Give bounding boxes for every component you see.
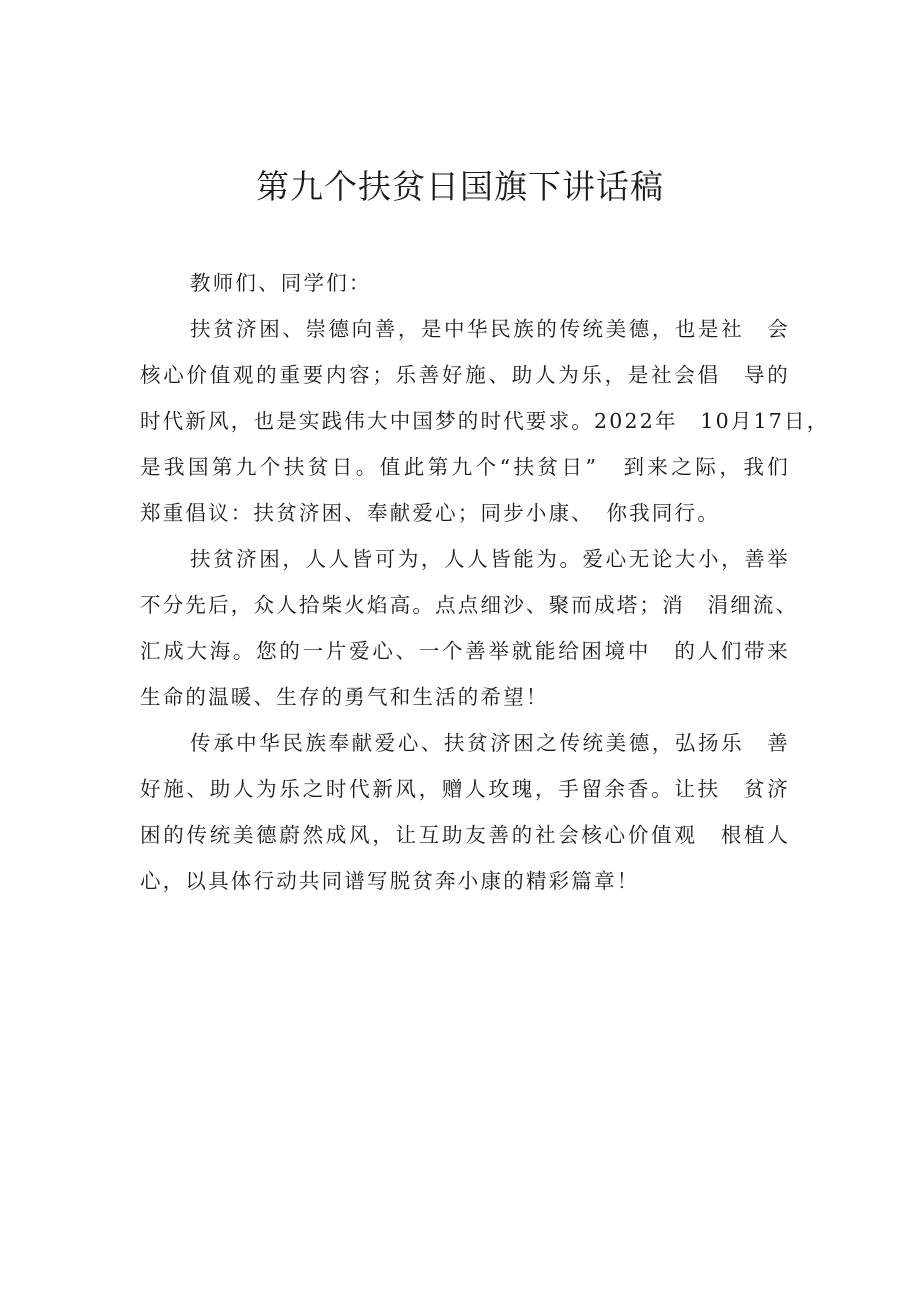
document-body	[140, 260, 830, 904]
paragraph-2-line-2: 不分先后，众人拾柴火焰高。点点细沙、聚而成塔；消 涓细流、	[140, 593, 799, 617]
paragraph-1-line-4: 是我国第九个扶贫日。值此第九个“扶贫日” 到来之际，我们	[140, 455, 790, 479]
paragraph-1-line-5: 郑重倡议：扶贫济困、奉献爱心；同步小康、 你我同行。	[140, 501, 720, 525]
paragraph-1-line-3: 时代新风，也是实践伟大中国梦的时代要求。2022年 10月17日，	[140, 409, 830, 433]
paragraph-3-line-4: 心，以具体行动共同谱写脱贫奔小康的精彩篇章！	[140, 869, 640, 893]
paragraph-2-line-1: 扶贫济困，人人皆可为，人人皆能为。爱心无论大小，善举	[190, 547, 790, 571]
paragraph-2-line-4: 生命的温暖、生存的勇气和生活的希望！	[140, 685, 549, 709]
paragraph-1-line-1: 扶贫济困、崇德向善，是中华民族的传统美德，也是社 会	[190, 317, 790, 341]
paragraph-3-line-1: 传承中华民族奉献爱心、扶贫济困之传统美德，弘扬乐 善	[190, 731, 790, 755]
paragraph-3-line-2: 好施、助人为乐之时代新风，赠人玫瑰，手留余香。让扶 贫济	[140, 777, 790, 801]
document-title: 第九个扶贫日国旗下讲话稿	[256, 167, 664, 206]
paragraph-2-line-3: 汇成大海。您的一片爱心、一个善举就能给困境中 的人们带来	[140, 639, 790, 663]
paragraph-1-line-2: 核心价值观的重要内容；乐善好施、助人为乐，是社会倡 导的	[140, 363, 790, 387]
paragraph-3-line-3: 困的传统美德蔚然成风，让互助友善的社会核心价值观 根植人	[140, 823, 790, 847]
greeting-line: 教师们、同学们：	[190, 271, 372, 295]
